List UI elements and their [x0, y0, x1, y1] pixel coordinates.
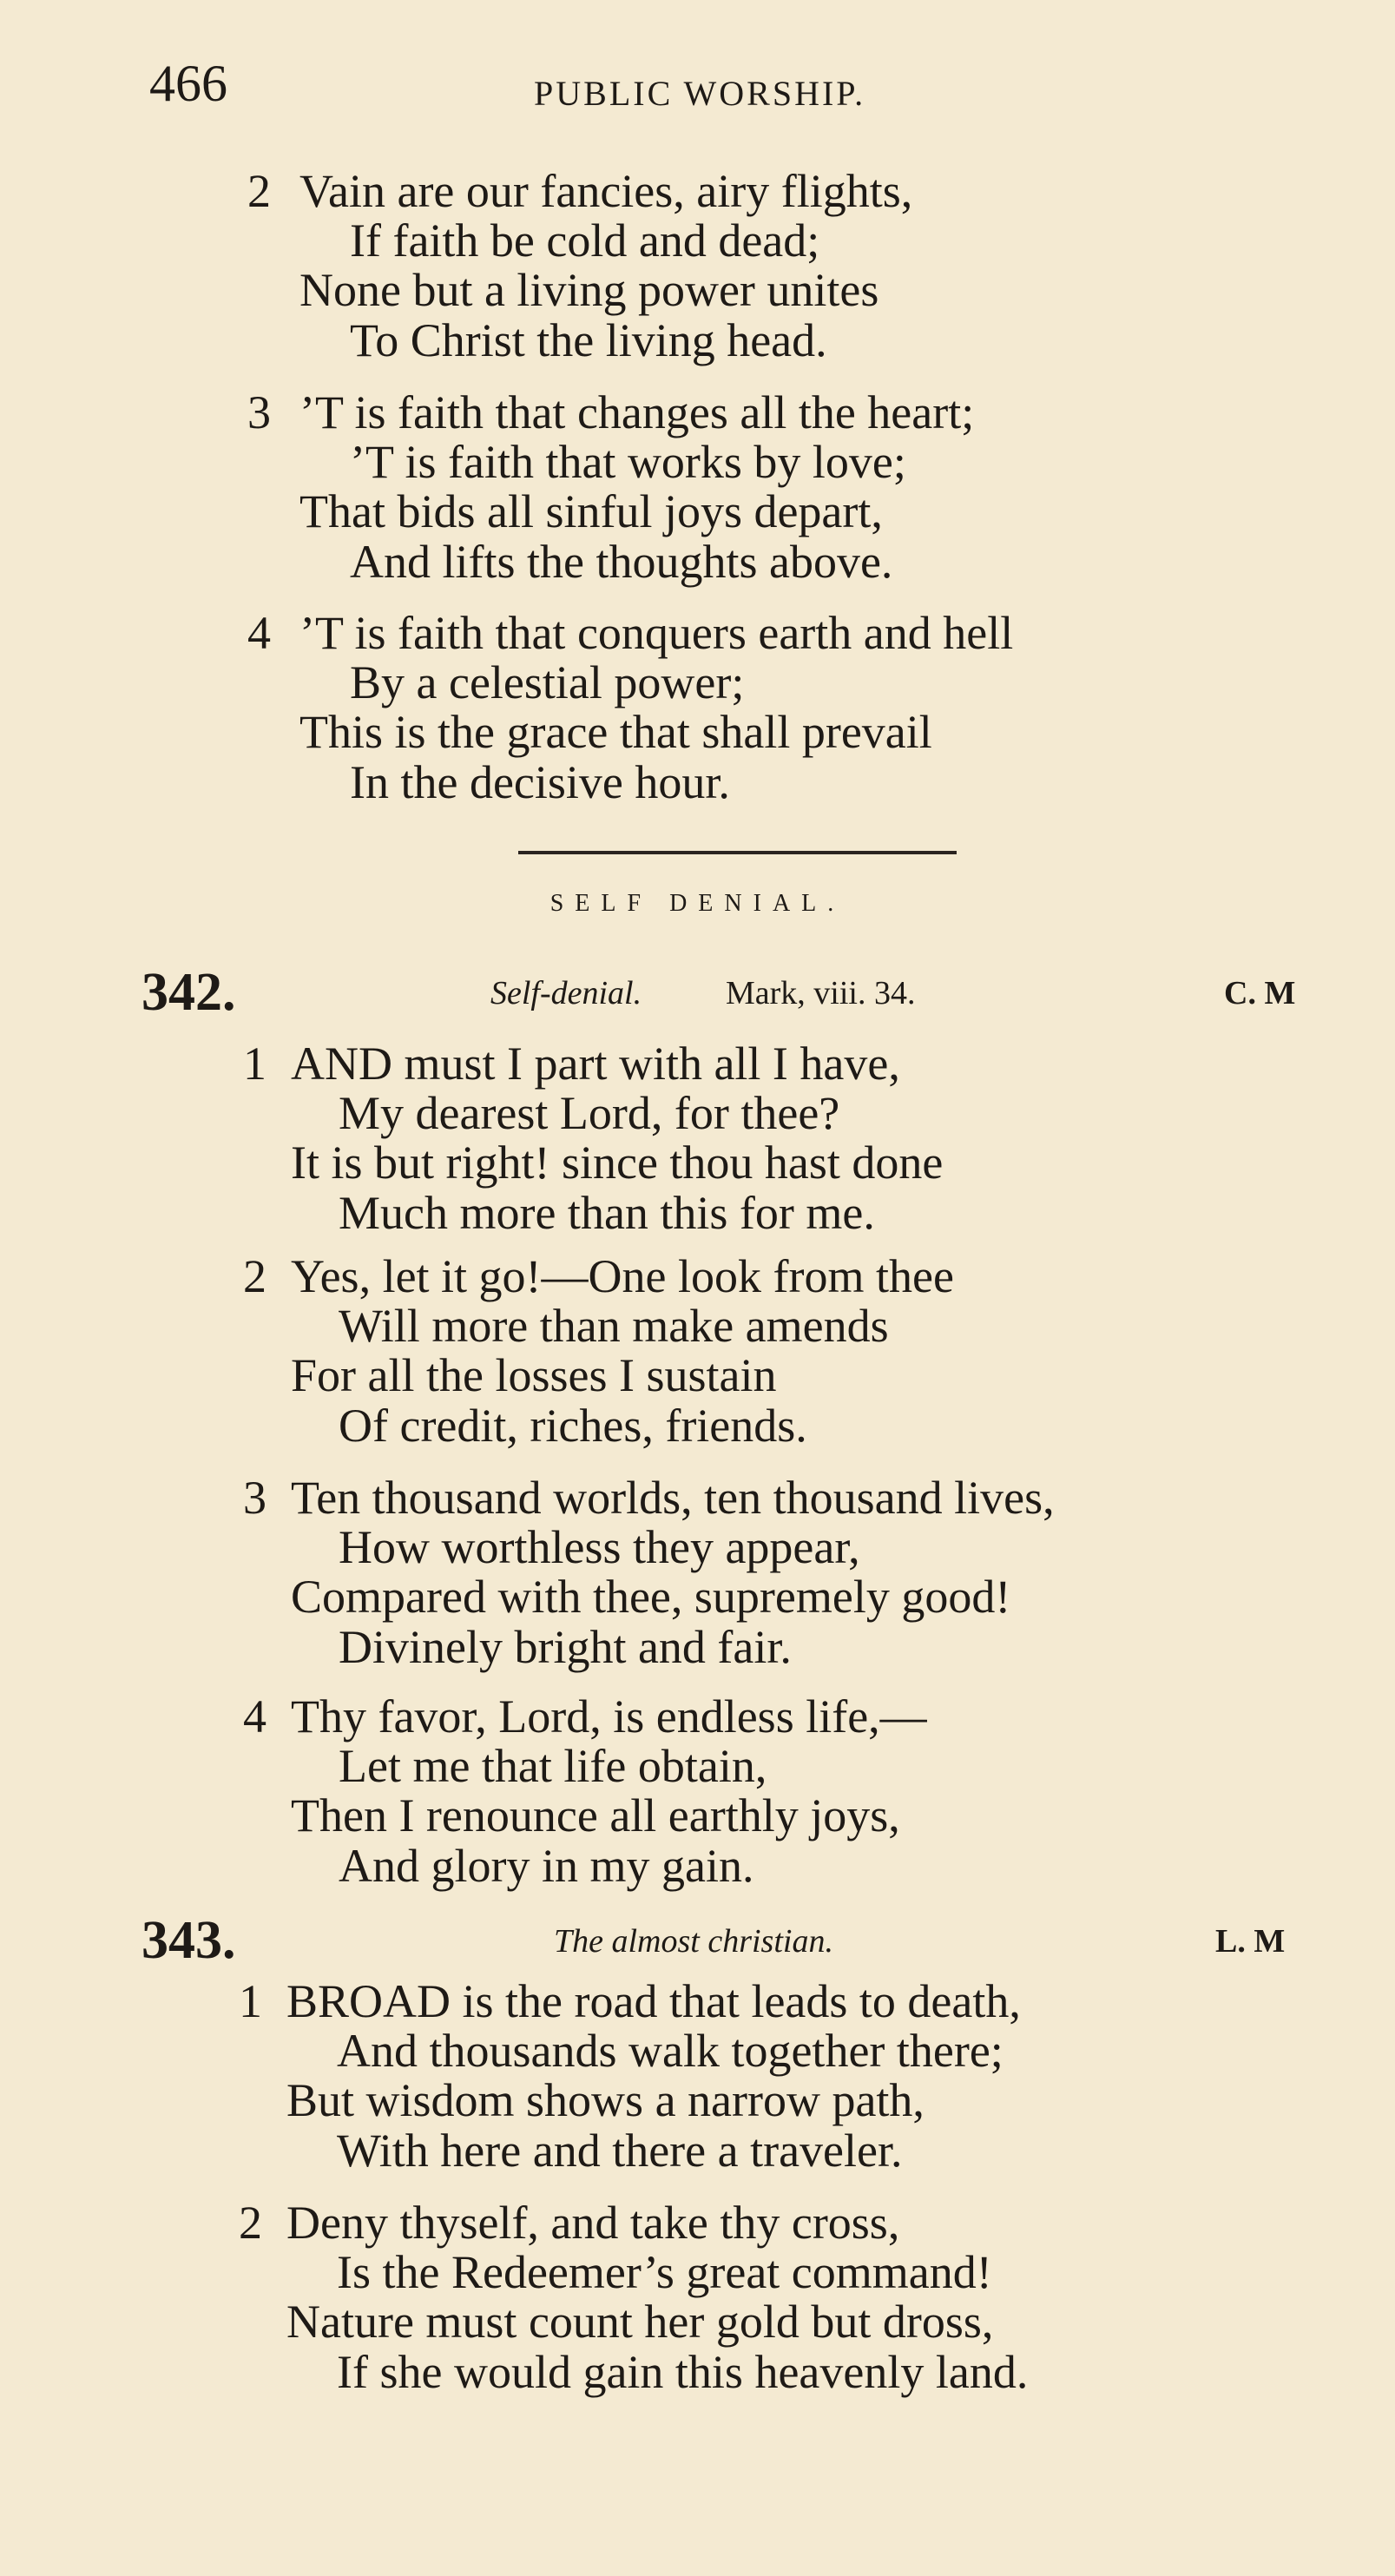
verse-line: Vain are our fancies, airy flights, — [299, 165, 913, 217]
page-header — [0, 54, 1395, 123]
verse-line: My dearest Lord, for thee? — [339, 1087, 840, 1139]
verse-line: Deny thyself, and take thy cross, — [286, 2197, 900, 2249]
meter-label: C. M — [1224, 975, 1296, 1011]
verse-line: None but a living power unites — [299, 264, 879, 316]
verse-number: 2 — [247, 165, 271, 217]
verse-line: Thy favor, Lord, is endless life,— — [291, 1690, 927, 1743]
verse-line: For all the losses I sustain — [291, 1349, 777, 1401]
verse-line: And thousands walk together there; — [337, 2025, 1003, 2077]
verse-number: 1 — [243, 1038, 266, 1090]
verse-line: But wisdom shows a narrow path, — [286, 2074, 925, 2126]
verse-number: 4 — [243, 1690, 266, 1743]
verse-line: Is the Redeemer’s great command! — [337, 2246, 992, 2298]
verse-line: With here and there a traveler. — [337, 2125, 903, 2177]
verse-line: ’T is faith that conquers earth and hell — [299, 607, 1014, 659]
scripture-reference: Mark, viii. 34. — [726, 975, 916, 1011]
verse-line: AND must I part with all I have, — [291, 1038, 900, 1090]
page-number: 466 — [149, 55, 227, 112]
verse-line: Divinely bright and fair. — [339, 1621, 792, 1673]
verse-line: If she would gain this heavenly land. — [337, 2346, 1029, 2398]
verse-number: 3 — [247, 386, 271, 438]
verse-number: 2 — [243, 1250, 266, 1302]
verse-line: Ten thousand worlds, ten thousand lives, — [291, 1472, 1055, 1524]
running-title: PUBLIC WORSHIP. — [534, 74, 866, 113]
verse-line: ’T is faith that works by love; — [350, 436, 906, 488]
hymn-number: 342. — [141, 963, 236, 1022]
verse-number: 1 — [239, 1975, 262, 2027]
verse-line: Yes, let it go!—One look from thee — [291, 1250, 954, 1302]
verse-line: Compared with thee, supremely good! — [291, 1571, 1011, 1623]
verse-line: Nature must count her gold but dross, — [286, 2296, 994, 2348]
verse-line: Let me that life obtain, — [339, 1740, 767, 1792]
verse-line: If faith be cold and dead; — [350, 214, 820, 267]
hymn-title: Self-denial. — [490, 975, 642, 1011]
verse-line: Then I renounce all earthly joys, — [291, 1789, 900, 1841]
verse-line: Will more than make amends — [339, 1300, 889, 1352]
hymn-title: The almost christian. — [554, 1923, 833, 1960]
meter-label: L. M — [1215, 1923, 1286, 1960]
section-divider — [518, 851, 957, 854]
verse-line: It is but right! since thou hast done — [291, 1136, 944, 1189]
verse-line: By a celestial power; — [350, 656, 745, 708]
verse-line: ’T is faith that changes all the heart; — [299, 386, 975, 438]
verse-line: To Christ the living head. — [350, 314, 827, 366]
verse-line: Of credit, riches, friends. — [339, 1400, 807, 1452]
verse-line: And lifts the thoughts above. — [350, 536, 893, 588]
verse-line: Much more than this for me. — [339, 1187, 875, 1239]
verse-line: That bids all sinful joys depart, — [299, 485, 883, 537]
section-title: SELF DENIAL. — [549, 890, 846, 917]
verse-line: BROAD is the road that leads to death, — [286, 1975, 1021, 2027]
verse-line: This is the grace that shall prevail — [299, 706, 932, 758]
verse-number: 3 — [243, 1472, 266, 1524]
verse-number: 4 — [247, 607, 271, 659]
verse-line: In the decisive hour. — [350, 756, 730, 808]
verse-line: How worthless they appear, — [339, 1521, 860, 1573]
hymn-number: 343. — [141, 1911, 236, 1970]
verse-line: And glory in my gain. — [339, 1840, 754, 1892]
verse-number: 2 — [239, 2197, 262, 2249]
